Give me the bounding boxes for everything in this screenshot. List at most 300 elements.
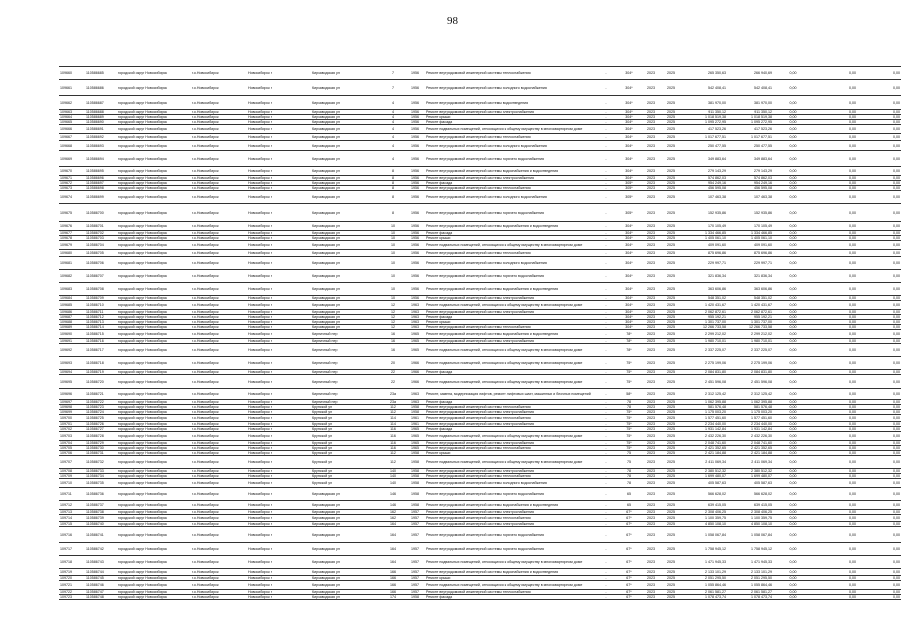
house-number-cell: 16 <box>381 344 405 357</box>
mark-cell: - <box>595 446 617 451</box>
settlement-cell: г.о.Новосибирск <box>191 257 247 270</box>
municipality-cell: городской округ Новосибирск <box>117 427 191 432</box>
mark-cell: - <box>595 501 617 510</box>
work-type-cell: Ремонт подвальных помещений, относящихся к общему имуществу в многоквартирном доме <box>425 125 595 134</box>
value-3-cell: 0,00 <box>857 522 901 527</box>
value-2-cell: 0,00 <box>813 370 857 375</box>
municipality-cell: городской округ Новосибирск <box>117 415 191 422</box>
house-code-cell: 110586696 <box>85 176 117 181</box>
municipality-cell: городской округ Новосибирск <box>117 310 191 315</box>
street-cell: Кирзаводская ул <box>311 296 381 301</box>
house-number-cell: 8 <box>381 167 405 176</box>
work-type-cell: Ремонт внутридомовой инженерной системы горячего водоснабжения <box>425 204 595 222</box>
value-1-cell: 0,00 <box>773 515 813 522</box>
value-3-cell: 0,00 <box>857 236 901 241</box>
stage-cell: 304* <box>617 80 641 96</box>
settlement-cell: г.о.Новосибирск <box>191 283 247 296</box>
municipality-cell: городской округ Новосибирск <box>117 370 191 375</box>
house-code-cell: 110586720 <box>85 375 117 389</box>
table-row <box>59 204 901 222</box>
year-from-cell: 2023 <box>641 375 661 389</box>
street-cell: Кирзаводская ул <box>311 96 381 110</box>
build-year-cell: 1963 <box>405 325 425 330</box>
locality-cell: Новосибирск г <box>247 315 311 320</box>
house-number-cell: 10 <box>381 283 405 296</box>
value-1-cell: 0,00 <box>773 96 813 110</box>
work-type-cell: Ремонт подвальных помещений, относящихся к общему имуществу в многоквартирном доме <box>425 432 595 441</box>
cost-total-cell: 1 980 710,01 <box>681 339 727 344</box>
work-type-cell: Ремонт внутридомовой инженерной системы холодного водоснабжения <box>425 141 595 151</box>
municipality-cell: городской округ Новосибирск <box>117 446 191 451</box>
cost-full-cell: 875 696,86 <box>727 250 773 257</box>
settlement-cell: г.о.Новосибирск <box>191 456 247 469</box>
value-3-cell: 0,00 <box>857 339 901 344</box>
cost-total-cell: 1 334 466,85 <box>681 231 727 236</box>
row-id-cell: 109687 <box>59 315 85 320</box>
house-code-cell: 110586725 <box>85 415 117 422</box>
cost-total-cell: 1 405 061,10 <box>681 236 727 241</box>
value-1-cell: 0,00 <box>773 410 813 415</box>
work-type-cell: Ремонт подвальных помещений, относящихся к общему имуществу в многоквартирном доме <box>425 556 595 569</box>
mark-cell: - <box>595 270 617 283</box>
row-id-cell: 109695 <box>59 375 85 389</box>
value-3-cell: 0,00 <box>857 474 901 479</box>
value-1-cell: 0,00 <box>773 479 813 488</box>
value-1-cell: 0,00 <box>773 151 813 167</box>
mark-cell: - <box>595 236 617 241</box>
register-body <box>59 67 901 600</box>
build-year-cell: 1957 <box>405 510 425 515</box>
stage-cell: 58* <box>617 389 641 400</box>
table-row <box>59 67 901 80</box>
work-type-cell: Ремонт внутридомовой инженерной системы электроснабжения <box>425 339 595 344</box>
year-to-cell: 2025 <box>661 222 681 231</box>
value-3-cell: 0,00 <box>857 410 901 415</box>
street-cell: Крупской ул <box>311 469 381 474</box>
cost-total-cell: 911 350,12 <box>681 110 727 115</box>
value-2-cell: 0,00 <box>813 469 857 474</box>
cost-total-cell: 4 850 108,10 <box>681 522 727 527</box>
build-year-cell: 1958 <box>405 488 425 501</box>
year-from-cell: 2023 <box>641 231 661 236</box>
stage-cell: 78* <box>617 339 641 344</box>
value-2-cell: 0,00 <box>813 141 857 151</box>
house-number-cell: 4 <box>381 110 405 115</box>
year-from-cell: 2023 <box>641 456 661 469</box>
house-number-cell: 140 <box>381 469 405 474</box>
cost-full-cell: 4 850 108,10 <box>727 522 773 527</box>
locality-cell: Новосибирск г <box>247 191 311 204</box>
locality-cell: Новосибирск г <box>247 250 311 257</box>
house-number-cell: 162 <box>381 510 405 515</box>
value-2-cell: 0,00 <box>813 488 857 501</box>
municipality-cell: городской округ Новосибирск <box>117 67 191 80</box>
street-cell: Кирпичный пер <box>311 330 381 339</box>
value-1-cell: 0,00 <box>773 375 813 389</box>
value-2-cell: 0,00 <box>813 543 857 556</box>
value-2-cell: 0,00 <box>813 515 857 522</box>
value-2-cell: 0,00 <box>813 344 857 357</box>
locality-cell: Новосибирск г <box>247 181 311 186</box>
locality-cell: Новосибирск г <box>247 236 311 241</box>
work-type-cell: Ремонт внутридомовой инженерной системы теплоснабжения <box>425 186 595 191</box>
stage-cell: 75* <box>617 415 641 422</box>
work-type-cell: Ремонт внутридомовой инженерной системы водоснабжения и водоотведения <box>425 330 595 339</box>
street-cell: Кирзаводская ул <box>311 515 381 522</box>
street-cell: Кирзаводская ул <box>311 501 381 510</box>
locality-cell: Новосибирск г <box>247 325 311 330</box>
value-2-cell: 0,00 <box>813 527 857 543</box>
work-type-cell: Ремонт крыши <box>425 576 595 581</box>
cost-total-cell: 2 432 226,30 <box>681 432 727 441</box>
build-year-cell: 1958 <box>405 405 425 410</box>
cost-total-cell: 1 017 677,51 <box>681 134 727 141</box>
value-1-cell: 0,00 <box>773 415 813 422</box>
house-code-cell: 110586708 <box>85 283 117 296</box>
work-type-cell: Ремонт внутридомовой инженерной системы горячего водоснабжения <box>425 527 595 543</box>
street-cell: Кирзаводская ул <box>311 250 381 257</box>
value-1-cell: 0,00 <box>773 595 813 600</box>
street-cell: Крупской ул <box>311 422 381 427</box>
year-to-cell: 2025 <box>661 522 681 527</box>
row-id-cell: 109671 <box>59 176 85 181</box>
house-number-cell: 164 <box>381 543 405 556</box>
cost-full-cell: 2 421 184,88 <box>727 451 773 456</box>
municipality-cell: городской округ Новосибирск <box>117 315 191 320</box>
table-row <box>59 501 901 510</box>
street-cell: Кирзаводская ул <box>311 186 381 191</box>
mark-cell: - <box>595 415 617 422</box>
value-2-cell: 0,00 <box>813 125 857 134</box>
mark-cell: - <box>595 441 617 446</box>
build-year-cell: 1961 <box>405 422 425 427</box>
street-cell: Кирзаводская ул <box>311 595 381 600</box>
stage-cell: 75 <box>617 451 641 456</box>
stage-cell: 78 <box>617 400 641 405</box>
cost-full-cell: 1 758 945,12 <box>727 543 773 556</box>
street-cell: Кирзаводская ул <box>311 151 381 167</box>
locality-cell: Новосибирск г <box>247 501 311 510</box>
year-to-cell: 2025 <box>661 320 681 325</box>
value-2-cell: 0,00 <box>813 569 857 576</box>
cost-full-cell: 152 935,86 <box>727 204 773 222</box>
cost-total-cell: 2 421 352,65 <box>681 446 727 451</box>
cost-total-cell: 265 350,63 <box>681 67 727 80</box>
settlement-cell: г.о.Новосибирск <box>191 151 247 167</box>
value-2-cell: 0,00 <box>813 432 857 441</box>
value-3-cell: 0,00 <box>857 446 901 451</box>
settlement-cell: г.о.Новосибирск <box>191 375 247 389</box>
house-code-cell: 110586713 <box>85 320 117 325</box>
value-1-cell: 0,00 <box>773 405 813 410</box>
locality-cell: Новосибирск г <box>247 375 311 389</box>
year-from-cell: 2023 <box>641 236 661 241</box>
cost-full-cell: 381 970,00 <box>727 96 773 110</box>
cost-total-cell: 2 312 125,42 <box>681 389 727 400</box>
build-year-cell: 1965 <box>405 446 425 451</box>
cost-full-cell: 2 411 069,34 <box>727 456 773 469</box>
house-number-cell: 8 <box>381 181 405 186</box>
stage-cell: 304* <box>617 236 641 241</box>
mark-cell: - <box>595 320 617 325</box>
mark-cell: - <box>595 427 617 432</box>
table-row <box>59 389 901 400</box>
work-type-cell: Ремонт внутридомовой инженерной системы холодного водоснабжения <box>425 257 595 270</box>
year-to-cell: 2025 <box>661 479 681 488</box>
street-cell: Кирзаводская ул <box>311 110 381 115</box>
stage-cell: 304* <box>617 120 641 125</box>
municipality-cell: городской округ Новосибирск <box>117 474 191 479</box>
row-id-cell: 109706 <box>59 451 85 456</box>
value-3-cell: 0,00 <box>857 370 901 375</box>
street-cell: Кирзаводская ул <box>311 191 381 204</box>
cost-total-cell: 2 380 512,32 <box>681 469 727 474</box>
value-3-cell: 0,00 <box>857 320 901 325</box>
value-3-cell: 0,00 <box>857 134 901 141</box>
year-to-cell: 2025 <box>661 181 681 186</box>
year-from-cell: 2023 <box>641 357 661 370</box>
locality-cell: Новосибирск г <box>247 270 311 283</box>
year-to-cell: 2025 <box>661 446 681 451</box>
work-type-cell: Ремонт внутридомовой инженерной системы горячего водоснабжения <box>425 270 595 283</box>
stage-cell: 304* <box>617 222 641 231</box>
house-number-cell: 10 <box>381 236 405 241</box>
street-cell: Кирзаводская ул <box>311 325 381 330</box>
mark-cell: - <box>595 120 617 125</box>
cost-full-cell: 2 308 406,25 <box>727 510 773 515</box>
settlement-cell: г.о.Новосибирск <box>191 80 247 96</box>
street-cell: Кирзаводская ул <box>311 204 381 222</box>
stage-cell: 305* <box>617 181 641 186</box>
municipality-cell: городской округ Новосибирск <box>117 330 191 339</box>
municipality-cell: городской округ Новосибирск <box>117 283 191 296</box>
mark-cell: - <box>595 315 617 320</box>
work-type-cell: Ремонт внутридомовой инженерной системы электроснабжения <box>425 510 595 515</box>
value-3-cell: 0,00 <box>857 488 901 501</box>
mark-cell: - <box>595 283 617 296</box>
table-row <box>59 515 901 522</box>
municipality-cell: городской округ Новосибирск <box>117 441 191 446</box>
street-cell: Крупской ул <box>311 432 381 441</box>
work-type-cell: Ремонт фасада <box>425 400 595 405</box>
row-id-cell: 109686 <box>59 310 85 315</box>
build-year-cell: 1956 <box>405 270 425 283</box>
stage-cell: 75* <box>617 441 641 446</box>
value-1-cell: 0,00 <box>773 125 813 134</box>
municipality-cell: городской округ Новосибирск <box>117 325 191 330</box>
locality-cell: Новосибирск г <box>247 120 311 125</box>
cost-full-cell: 1 100 359,75 <box>727 515 773 522</box>
cost-total-cell: 875 696,86 <box>681 250 727 257</box>
cost-full-cell: 639 415,05 <box>727 501 773 510</box>
settlement-cell: г.о.Новосибирск <box>191 344 247 357</box>
settlement-cell: г.о.Новосибирск <box>191 527 247 543</box>
work-type-cell: Ремонт внутридомовой инженерной системы электроснабжения <box>425 296 595 301</box>
table-row <box>59 456 901 469</box>
value-3-cell: 0,00 <box>857 405 901 410</box>
settlement-cell: г.о.Новосибирск <box>191 141 247 151</box>
year-from-cell: 2023 <box>641 80 661 96</box>
build-year-cell: 1957 <box>405 576 425 581</box>
value-3-cell: 0,00 <box>857 167 901 176</box>
year-to-cell: 2025 <box>661 134 681 141</box>
stage-cell: 78 <box>617 405 641 410</box>
value-3-cell: 0,00 <box>857 325 901 330</box>
build-year-cell: 1956 <box>405 67 425 80</box>
municipality-cell: городской округ Новосибирск <box>117 151 191 167</box>
municipality-cell: городской округ Новосибирск <box>117 339 191 344</box>
work-type-cell: Ремонт внутридомовой инженерной системы электроснабжения <box>425 422 595 427</box>
stage-cell: 75* <box>617 427 641 432</box>
year-to-cell: 2025 <box>661 250 681 257</box>
settlement-cell: г.о.Новосибирск <box>191 120 247 125</box>
row-id-cell: 109701 <box>59 422 85 427</box>
year-from-cell: 2023 <box>641 141 661 151</box>
street-cell: Кирзаводская ул <box>311 543 381 556</box>
work-type-cell: Ремонт внутридомовой инженерной системы теплоснабжения <box>425 325 595 330</box>
cost-total-cell: 2 051 295,50 <box>681 576 727 581</box>
year-to-cell: 2025 <box>661 469 681 474</box>
value-2-cell: 0,00 <box>813 236 857 241</box>
house-code-cell: 110586709 <box>85 296 117 301</box>
value-3-cell: 0,00 <box>857 400 901 405</box>
value-1-cell: 0,00 <box>773 283 813 296</box>
municipality-cell: городской округ Новосибирск <box>117 527 191 543</box>
settlement-cell: г.о.Новосибирск <box>191 325 247 330</box>
mark-cell: - <box>595 422 617 427</box>
settlement-cell: г.о.Новосибирск <box>191 339 247 344</box>
cost-full-cell: 548 351,02 <box>727 296 773 301</box>
locality-cell: Новосибирск г <box>247 176 311 181</box>
work-type-cell: Ремонт подвальных помещений, относящихся к общему имуществу в многоквартирном доме <box>425 301 595 310</box>
year-to-cell: 2025 <box>661 270 681 283</box>
municipality-cell: городской округ Новосибирск <box>117 581 191 590</box>
street-cell: Кирзаводская ул <box>311 569 381 576</box>
cost-total-cell: 1 100 359,75 <box>681 515 727 522</box>
build-year-cell: 1956 <box>405 241 425 250</box>
row-id-cell: 109694 <box>59 370 85 375</box>
row-id-cell: 109699 <box>59 410 85 415</box>
stage-cell: 304* <box>617 325 641 330</box>
value-1-cell: 0,00 <box>773 141 813 151</box>
locality-cell: Новосибирск г <box>247 296 311 301</box>
value-3-cell: 0,00 <box>857 296 901 301</box>
year-to-cell: 2025 <box>661 80 681 96</box>
year-from-cell: 2023 <box>641 581 661 590</box>
locality-cell: Новосибирск г <box>247 581 311 590</box>
cost-full-cell: 1 980 710,01 <box>727 339 773 344</box>
municipality-cell: городской округ Новосибирск <box>117 556 191 569</box>
mark-cell: - <box>595 176 617 181</box>
value-1-cell: 0,00 <box>773 241 813 250</box>
work-type-cell: Ремонт крыши <box>425 236 595 241</box>
street-cell: Кирзаводская ул <box>311 141 381 151</box>
house-code-cell: 110586736 <box>85 488 117 501</box>
table-row <box>59 488 901 501</box>
settlement-cell: г.о.Новосибирск <box>191 410 247 415</box>
build-year-cell: 1956 <box>405 296 425 301</box>
stage-cell: 304* <box>617 134 641 141</box>
build-year-cell: 1956 <box>405 110 425 115</box>
year-to-cell: 2025 <box>661 96 681 110</box>
mark-cell: - <box>595 125 617 134</box>
year-to-cell: 2025 <box>661 474 681 479</box>
work-type-cell: Ремонт внутридомовой инженерной системы водоснабжения и водоотведения <box>425 501 595 510</box>
year-from-cell: 2023 <box>641 115 661 120</box>
work-type-cell: Ремонт подвальных помещений, относящихся к общему имуществу в многоквартирном доме <box>425 581 595 590</box>
value-3-cell: 0,00 <box>857 432 901 441</box>
value-1-cell: 0,00 <box>773 400 813 405</box>
year-to-cell: 2025 <box>661 405 681 410</box>
value-1-cell: 0,00 <box>773 204 813 222</box>
value-1-cell: 0,00 <box>773 325 813 330</box>
street-cell: Кирзаводская ул <box>311 67 381 80</box>
cost-full-cell: 2 312 125,42 <box>727 389 773 400</box>
municipality-cell: городской округ Новосибирск <box>117 186 191 191</box>
stage-cell: 304* <box>617 167 641 176</box>
cost-full-cell: 2 048 741,60 <box>727 441 773 446</box>
work-type-cell: Ремонт крыши <box>425 115 595 120</box>
stage-cell: 67* <box>617 515 641 522</box>
value-3-cell: 0,00 <box>857 110 901 115</box>
house-number-cell: 166 <box>381 569 405 576</box>
work-type-cell: Ремонт внутридомовой инженерной системы электроснабжения <box>425 310 595 315</box>
build-year-cell: 1958 <box>405 451 425 456</box>
value-3-cell: 0,00 <box>857 241 901 250</box>
mark-cell: - <box>595 370 617 375</box>
table-row <box>59 241 901 250</box>
house-number-cell: 4 <box>381 120 405 125</box>
municipality-cell: городской округ Новосибирск <box>117 257 191 270</box>
stage-cell: 304* <box>617 176 641 181</box>
year-from-cell: 2023 <box>641 469 661 474</box>
build-year-cell: 1956 <box>405 96 425 110</box>
stage-cell: 67* <box>617 556 641 569</box>
house-code-cell: 110586692 <box>85 134 117 141</box>
row-id-cell: 109670 <box>59 167 85 176</box>
street-cell: Кирзаводская ул <box>311 257 381 270</box>
value-2-cell: 0,00 <box>813 510 857 515</box>
house-code-cell: 110586716 <box>85 339 117 344</box>
mark-cell: - <box>595 191 617 204</box>
cost-full-cell: 2 337 225,07 <box>727 344 773 357</box>
year-to-cell: 2025 <box>661 370 681 375</box>
mark-cell: - <box>595 134 617 141</box>
locality-cell: Новосибирск г <box>247 479 311 488</box>
cost-full-cell: 2 432 226,30 <box>727 432 773 441</box>
cost-total-cell: 152 935,86 <box>681 204 727 222</box>
settlement-cell: г.о.Новосибирск <box>191 427 247 432</box>
municipality-cell: городской округ Новосибирск <box>117 320 191 325</box>
year-to-cell: 2025 <box>661 527 681 543</box>
year-from-cell: 2023 <box>641 67 661 80</box>
settlement-cell: г.о.Новосибирск <box>191 191 247 204</box>
work-type-cell: Ремонт подвальных помещений, относящихся к общему имуществу в многоквартирном доме <box>425 375 595 389</box>
house-number-cell: 10 <box>381 231 405 236</box>
year-to-cell: 2025 <box>661 501 681 510</box>
work-type-cell: Ремонт внутридомовой инженерной системы теплоснабжения <box>425 474 595 479</box>
build-year-cell: 1957 <box>405 556 425 569</box>
year-to-cell: 2025 <box>661 427 681 432</box>
cost-full-cell: 1 018 519,38 <box>727 115 773 120</box>
settlement-cell: г.о.Новосибирск <box>191 576 247 581</box>
house-code-cell: 110586687 <box>85 96 117 110</box>
year-from-cell: 2023 <box>641 451 661 456</box>
settlement-cell: г.о.Новосибирск <box>191 515 247 522</box>
locality-cell: Новосибирск г <box>247 167 311 176</box>
year-from-cell: 2023 <box>641 96 661 110</box>
street-cell: Кирзаводская ул <box>311 556 381 569</box>
